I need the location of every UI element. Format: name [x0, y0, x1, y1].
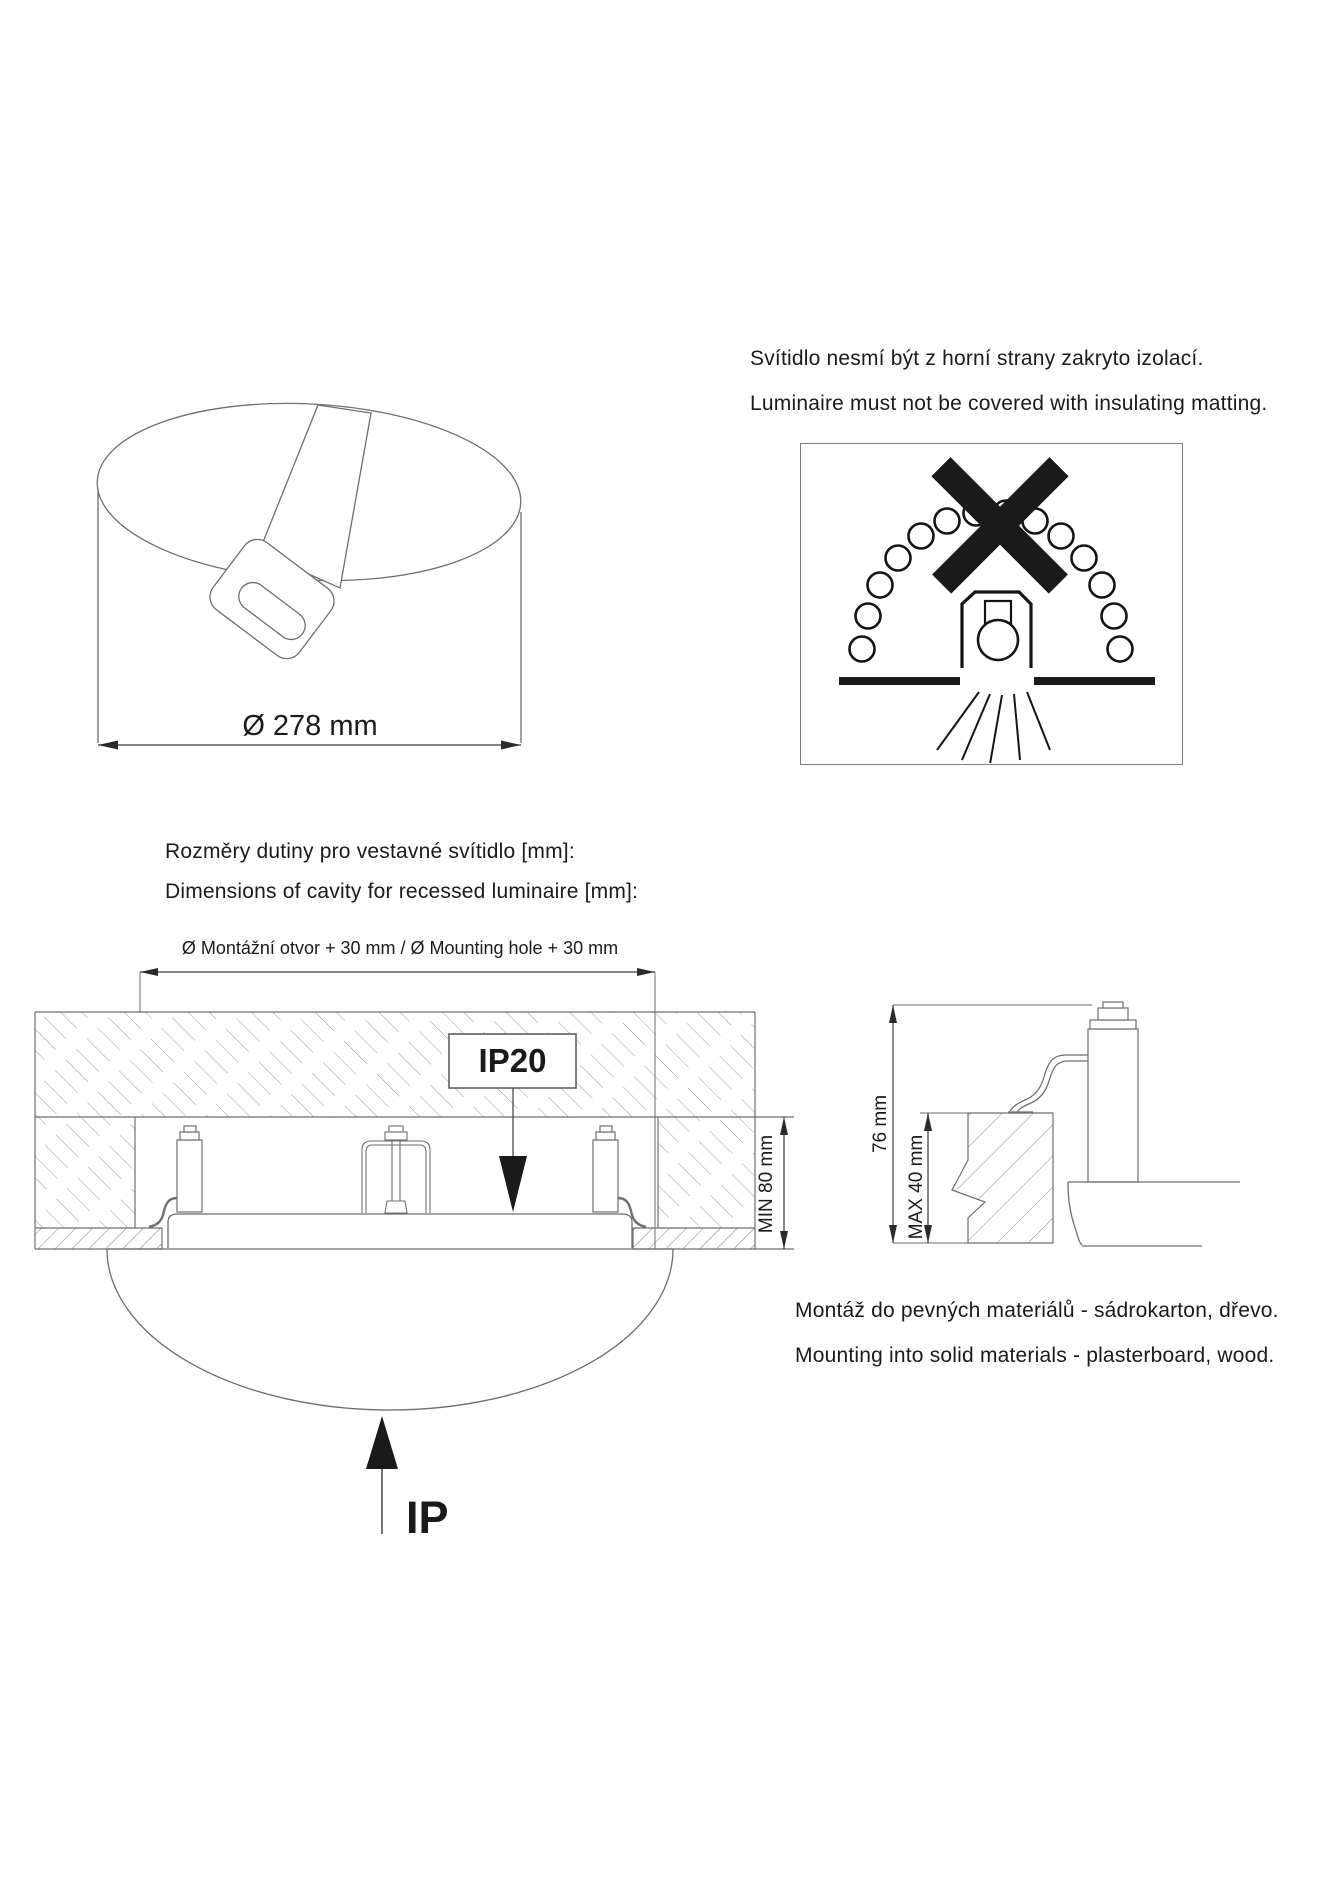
mounting-note-en: Mounting into solid materials - plasterboard, wood.	[795, 1344, 1275, 1367]
cavity-note-en: Dimensions of cavity for recessed luminaire [mm]:	[165, 880, 639, 903]
light-rays	[937, 692, 1050, 763]
insulation-warning-box	[800, 443, 1183, 765]
detail-spring-clip	[1008, 1055, 1088, 1112]
center-bracket	[362, 1126, 430, 1213]
cross-section-drawing	[0, 930, 820, 1570]
material-thickness-label: MAX 40 mm	[906, 1134, 927, 1240]
dimension-arrow-right	[501, 741, 521, 750]
ceiling-line	[839, 677, 1155, 685]
canopy-drawing	[40, 320, 540, 760]
detail-luminaire-body	[1068, 1182, 1240, 1246]
detail-height-label: 76 mm	[870, 1094, 891, 1154]
ip-arrow	[366, 1416, 398, 1534]
insulation-note-cs: Svítidlo nesmí být z horní strany zakryto izolací.	[750, 347, 1204, 370]
dimension-arrow-left	[98, 741, 118, 750]
warning-pictogram	[801, 444, 1181, 763]
luminaire-plate	[168, 1214, 632, 1248]
mounting-stud-right	[593, 1126, 618, 1212]
ip-rating-arrow-head	[499, 1156, 527, 1212]
ip-arrow-label: IP	[406, 1492, 449, 1543]
cavity-depth-label: MIN 80 mm	[756, 1134, 777, 1234]
mounting-note-cs: Montáž do pevných materiálů - sádrokarton, dřevo.	[795, 1299, 1279, 1322]
cavity-depth-dimension	[780, 1117, 788, 1249]
plasterboard-left	[35, 1228, 162, 1249]
mounting-stud-left	[177, 1126, 202, 1212]
cavity-note-cs: Rozměry dutiny pro vestavné svítidlo [mm]:	[165, 840, 575, 863]
luminaire-dome	[107, 1249, 673, 1410]
wood-block	[952, 1113, 1053, 1243]
diameter-label: Ø 278 mm	[242, 710, 378, 742]
luminaire-pictogram	[962, 592, 1031, 668]
detail-stud	[1088, 1002, 1138, 1182]
insulation-note-en: Luminaire must not be covered with insulating matting.	[750, 392, 1268, 415]
ip-rating-label: IP20	[478, 1042, 547, 1079]
mounting-hole-label: Ø Montážní otvor + 30 mm / Ø Mounting hole + 30 mm	[181, 938, 619, 958]
plasterboard-right	[633, 1228, 755, 1249]
